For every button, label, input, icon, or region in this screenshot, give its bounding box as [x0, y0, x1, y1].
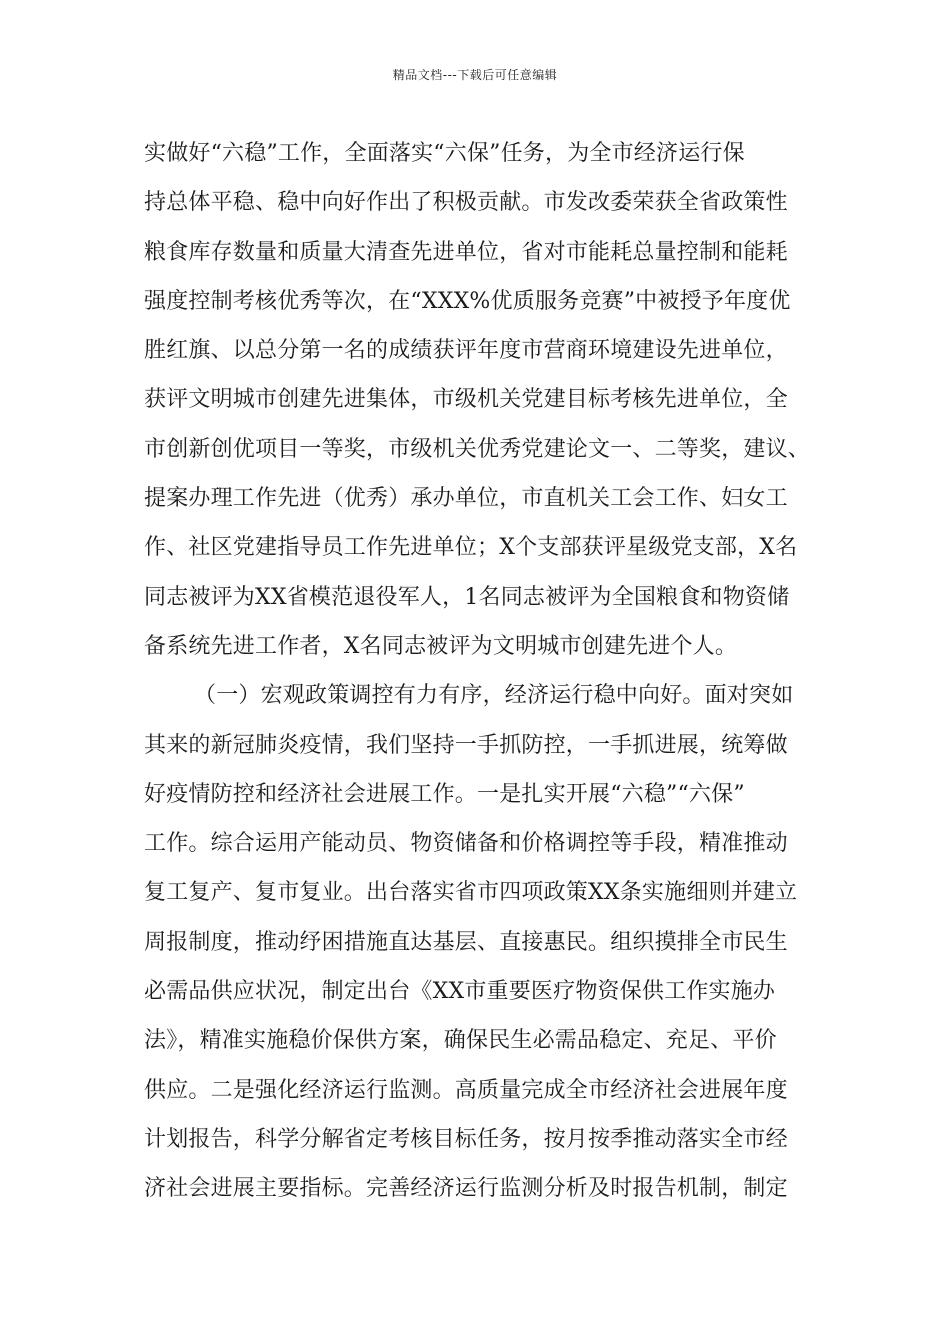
- document-body: [144, 129, 824, 1214]
- text-line: 胜红旗、以总分第一名的成绩获评年度市营商环境建设先进单位，: [144, 338, 788, 364]
- text-line: 好疫情防控和经济社会进展工作。一是扎实开展“六稳”“六保”: [144, 781, 745, 807]
- text-line: 持总体平稳、稳中向好作出了积极贡献。市发改委荣获全省政策性: [144, 190, 788, 216]
- text-line: 强度控制考核优秀等次，在“XXX%优质服务竞赛”中被授予年度优: [144, 288, 791, 314]
- text-line: 其来的新冠肺炎疫情，我们坚持一手抓防控，一手抓进展，统筹做: [144, 732, 788, 758]
- text-line: 实做好“六稳”工作，全面落实“六保”任务，为全市经济运行保: [144, 141, 745, 166]
- section-heading-line: （一）宏观政策调控有力有序，经济运行稳中向好。面对突如: [194, 683, 794, 709]
- text-line: 计划报告，科学分解省定考核目标任务，按月按季推动落实全市经: [144, 1126, 788, 1152]
- text-line: 同志被评为XX省模范退役军人，1名同志被评为全国粮食和物资储: [144, 584, 790, 610]
- text-line: 必需品供应状况，制定出台《XX市重要医疗物资保供工作实施办: [144, 979, 776, 1005]
- text-line: 周报制度，推动纾困措施直达基层、直接惠民。组织摸排全市民生: [144, 929, 788, 955]
- text-line: 供应。二是强化经济运行监测。高质量完成全市经济社会进展年度: [144, 1077, 788, 1103]
- text-line: 获评文明城市创建先进集体，市级机关党建目标考核先进单位，全: [144, 387, 788, 413]
- text-line: 工作。综合运用产能动员、物资储备和价格调控等手段，精准推动: [144, 831, 788, 857]
- text-line: 复工复产、复市复业。出台落实省市四项政策XX条实施细则并建立: [144, 880, 798, 906]
- text-line: 提案办理工作先进（优秀）承办单位，市直机关工会工作、妇女工: [144, 486, 788, 512]
- text-line: 备系统先进工作者，X名同志被评为文明城市创建先进个人。: [144, 633, 738, 659]
- text-line: 粮食库存数量和质量大清查先进单位，省对市能耗总量控制和能耗: [144, 239, 788, 265]
- page-header: 精品文档---下载后可任意编辑: [392, 68, 558, 82]
- text-line: 市创新创优项目一等奖，市级机关优秀党建论文一、二等奖，建议、: [144, 436, 811, 462]
- text-line: 作、社区党建指导员工作先进单位；X个支部获评星级党支部，X名: [144, 535, 798, 561]
- text-line: 济社会进展主要指标。完善经济运行监测分析及时报告机制，制定: [144, 1176, 788, 1202]
- text-line: 法》，精准实施稳价保供方案，确保民生必需品稳定、充足、平价: [144, 1028, 777, 1054]
